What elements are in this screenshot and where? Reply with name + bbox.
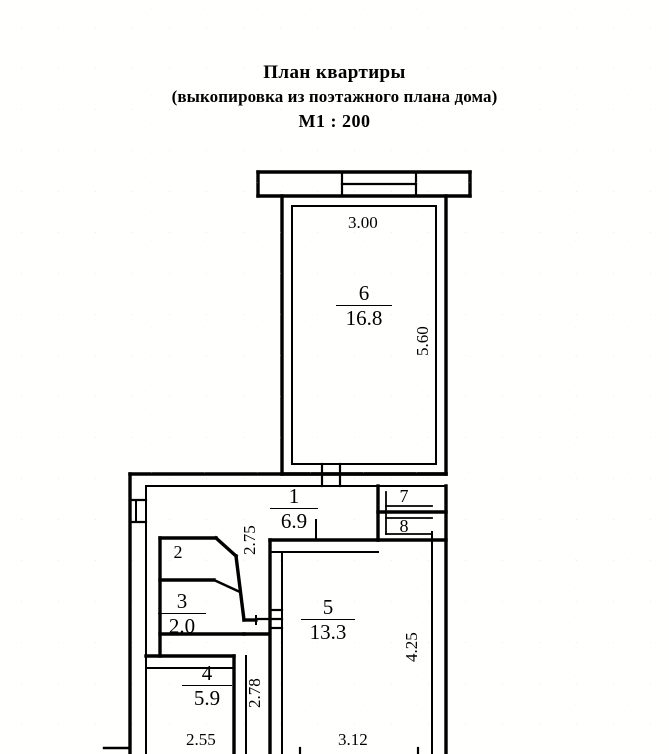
room-label-7: 7 <box>399 486 409 506</box>
room-label-6: 6 16.8 <box>318 282 410 330</box>
plan-title: План квартиры <box>263 62 406 83</box>
dimension-room4-width: 2.55 <box>186 730 216 749</box>
wall-2-3-diag-top <box>216 538 236 556</box>
room-label-3: 3 2.0 <box>152 590 212 638</box>
dimension-room1-height: 2.75 <box>240 525 259 555</box>
room-label-5: 5 13.3 <box>286 596 370 644</box>
room-label-4: 4 5.9 <box>172 662 242 710</box>
room-label-8: 8 <box>399 516 409 536</box>
room-label-2: 2 <box>173 542 183 562</box>
dimension-corridor-height: 2.78 <box>245 678 264 708</box>
plan-scale: М1 : 200 <box>298 110 371 131</box>
plan-subtitle: (выкопировка из поэтажного плана дома) <box>171 86 498 106</box>
dimension-room5-height: 4.25 <box>402 632 421 662</box>
wall-3-right-diag <box>236 556 244 620</box>
wall-2-3-divider-diag <box>214 580 240 592</box>
room-label-1: 1 6.9 <box>256 485 332 533</box>
dimension-room6-height: 5.60 <box>413 326 432 356</box>
dimension-top-width: 3.00 <box>348 213 378 232</box>
dimension-room5-width: 3.12 <box>338 730 368 749</box>
